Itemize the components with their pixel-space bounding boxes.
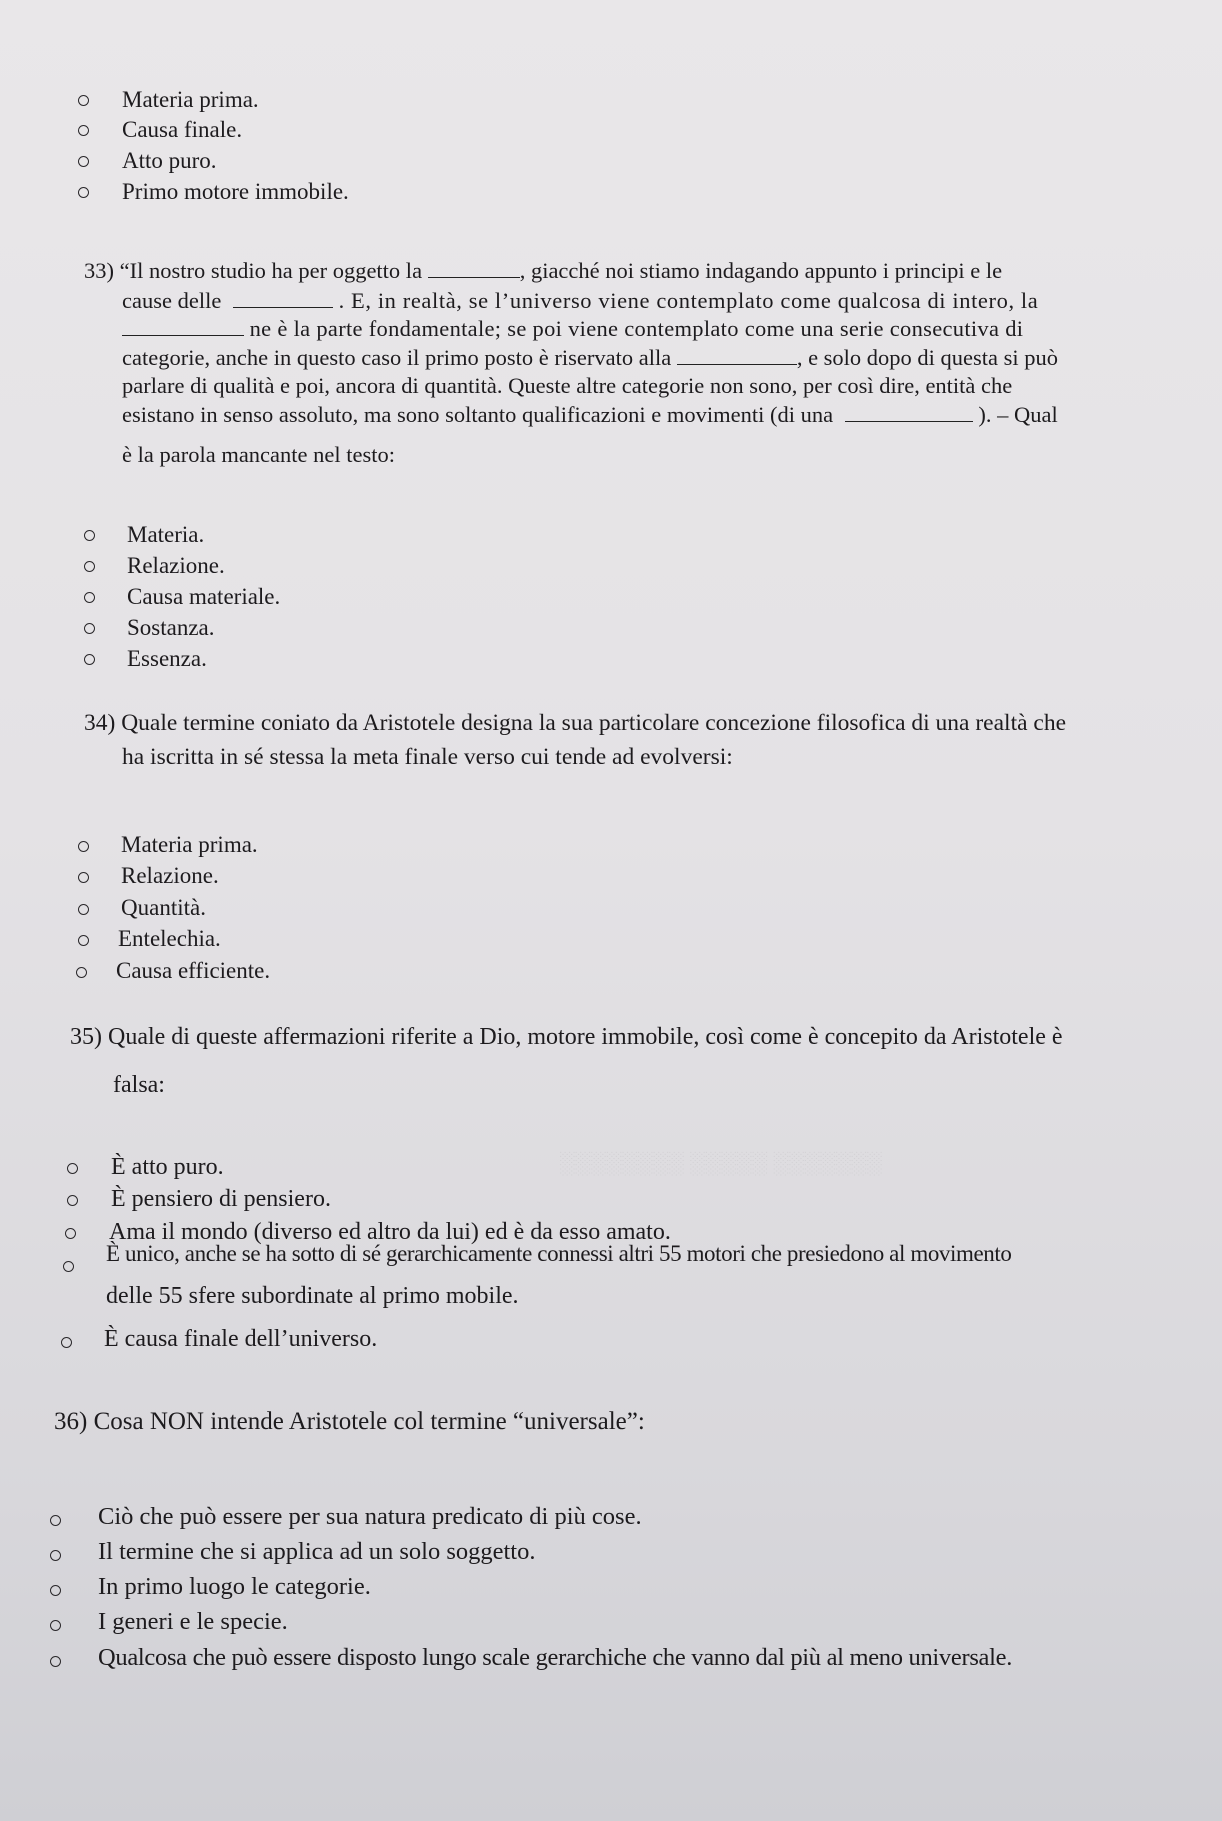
q34-option-2[interactable]: Relazione.	[121, 863, 219, 888]
option-bullet-icon	[50, 1550, 61, 1561]
q35-option-5[interactable]: È causa finale dell’universo.	[104, 1326, 378, 1352]
q33-line-6: esistano in senso assoluto, ma sono soltanto qualificazioni e movimenti (di una ). – Qual	[122, 402, 1058, 427]
option-bullet-icon	[78, 156, 89, 167]
option-bullet-icon	[84, 654, 95, 665]
option-bullet-icon	[78, 904, 89, 915]
top-option-4[interactable]: Primo motore immobile.	[122, 179, 349, 204]
q35-option-2[interactable]: È pensiero di pensiero.	[111, 1186, 331, 1212]
q36-option-3[interactable]: In primo luogo le categorie.	[98, 1573, 371, 1600]
answer-blank	[122, 317, 244, 336]
option-bullet-icon	[84, 530, 95, 541]
q35-line-1: 35) Quale di queste affermazioni riferite a Dio, motore immobile, così come è concepito da Aristotele è	[70, 1024, 1063, 1050]
q33-line-1: 33) “Il nostro studio ha per oggetto la , giacché noi stiamo indagando appunto i principi e le	[84, 258, 1003, 283]
option-bullet-icon	[78, 125, 89, 136]
q33-option-3[interactable]: Causa materiale.	[127, 584, 281, 609]
q34-option-5[interactable]: Causa efficiente.	[116, 958, 271, 983]
option-bullet-icon	[84, 623, 95, 634]
q36-option-4[interactable]: I generi e le specie.	[98, 1608, 288, 1635]
option-bullet-icon	[78, 872, 89, 883]
option-bullet-icon	[67, 1195, 78, 1206]
q36-line-1: 36) Cosa NON intende Aristotele col termine “universale”:	[54, 1408, 645, 1435]
option-bullet-icon	[78, 187, 89, 198]
q35-option-3[interactable]: Ama il mondo (diverso ed altro da lui) ed è da esso amato.	[109, 1219, 671, 1245]
q34-option-1[interactable]: Materia prima.	[121, 832, 258, 857]
option-bullet-icon	[50, 1585, 61, 1596]
q34-line-1: 34) Quale termine coniato da Aristotele designa la sua particolare concezione filosofica di una realtà che	[84, 710, 1067, 736]
q35-option-4[interactable]: È unico, anche se ha sotto di sé gerarchicamente connessi altri 55 motori che presiedono al movimento	[106, 1241, 1012, 1266]
q36-option-5[interactable]: Qualcosa che può essere disposto lungo scale gerarchiche che vanno dal più al meno universale.	[98, 1644, 1013, 1671]
q36-option-2[interactable]: Il termine che si applica ad un solo soggetto.	[98, 1538, 536, 1565]
q33-line-5: parlare di qualità e poi, ancora di quantità. Queste altre categorie non sono, per così dire, entità che	[122, 373, 1013, 398]
option-bullet-icon	[67, 1163, 78, 1174]
q34-option-4[interactable]: Entelechia.	[118, 926, 221, 951]
q33-line-4: categorie, anche in questo caso il primo posto è riservato alla , e solo dopo di questa si può	[122, 345, 1059, 370]
option-bullet-icon	[78, 95, 89, 106]
top-option-1[interactable]: Materia prima.	[122, 87, 259, 112]
answer-blank	[677, 346, 797, 365]
option-bullet-icon	[76, 967, 87, 978]
bleed-through-decoration: ░░░░░░░ ░░░░░ ░░░░░░░░	[560, 1150, 883, 1175]
q33-line-3: ne è la parte fondamentale; se poi viene contemplato come una serie consecutiva di	[122, 315, 1023, 343]
q35-line-2: falsa:	[113, 1072, 165, 1098]
q34-option-3[interactable]: Quantità.	[121, 895, 206, 920]
q34-line-2: ha iscritta in sé stessa la meta finale verso cui tende ad evolversi:	[122, 744, 733, 770]
option-bullet-icon	[84, 561, 95, 572]
option-bullet-icon	[78, 935, 89, 946]
option-bullet-icon	[50, 1515, 61, 1526]
option-bullet-icon	[50, 1620, 61, 1631]
option-bullet-icon	[65, 1228, 76, 1239]
q33-option-1[interactable]: Materia.	[127, 522, 205, 547]
q36-option-1[interactable]: Ciò che può essere per sua natura predicato di più cose.	[98, 1503, 642, 1530]
q33-option-4[interactable]: Sostanza.	[127, 615, 215, 640]
option-bullet-icon	[61, 1337, 72, 1348]
option-bullet-icon	[78, 841, 89, 852]
top-option-2[interactable]: Causa finale.	[122, 117, 243, 142]
answer-blank	[233, 289, 333, 308]
option-bullet-icon	[50, 1656, 61, 1667]
q33-line-7: è la parola mancante nel testo:	[122, 442, 395, 467]
answer-blank	[845, 403, 973, 422]
q33-line-2: cause delle . E, in realtà, se l’universo viene contemplato come qualcosa di intero, la	[122, 288, 1039, 313]
option-bullet-icon	[63, 1261, 74, 1272]
top-option-3[interactable]: Atto puro.	[122, 148, 217, 173]
option-bullet-icon	[84, 592, 95, 603]
q33-option-5[interactable]: Essenza.	[127, 646, 207, 671]
answer-blank	[428, 259, 520, 278]
q35-option-1[interactable]: È atto puro.	[111, 1154, 224, 1180]
q33-option-2[interactable]: Relazione.	[127, 553, 225, 578]
q35-option-4-continued: delle 55 sfere subordinate al primo mobile.	[106, 1283, 519, 1309]
